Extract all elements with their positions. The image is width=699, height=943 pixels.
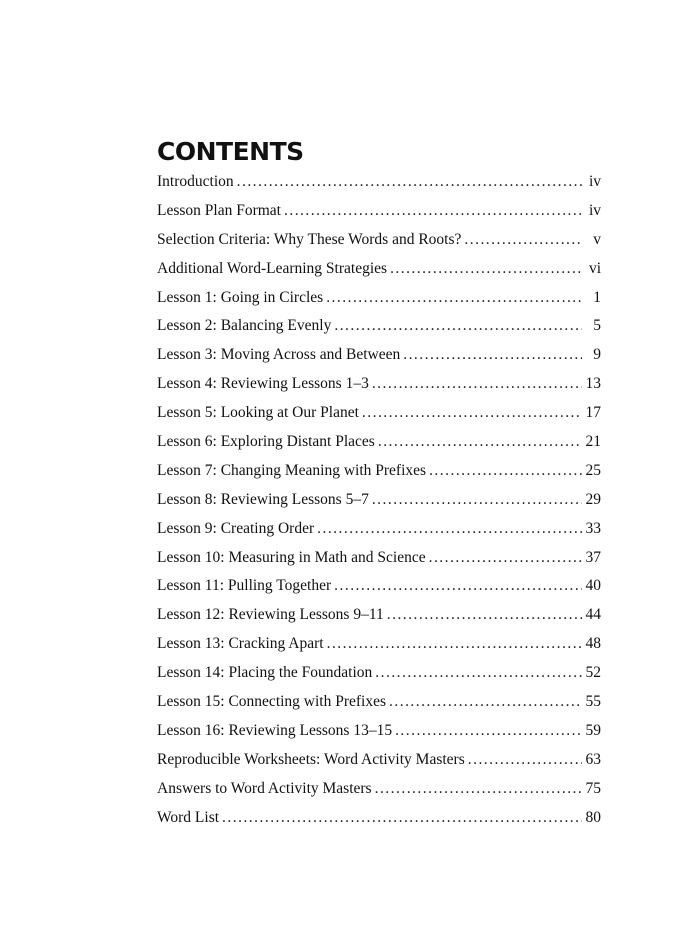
toc-entry-page: 33 — [585, 519, 601, 537]
toc-dot-leader — [403, 346, 582, 364]
contents-page — [157, 137, 601, 837]
toc-dot-leader — [389, 693, 582, 711]
toc-dot-leader — [362, 404, 582, 422]
toc-entry-title: Lesson 16: Reviewing Lessons 13–15 — [157, 721, 393, 739]
toc-entry-page: iv — [588, 173, 601, 190]
toc-entry-page: vi — [588, 259, 601, 277]
toc-entry-lesson-7 — [157, 462, 601, 491]
toc-entry-reproducible-worksheets — [157, 751, 601, 780]
toc-entry-page: 25 — [585, 461, 601, 479]
toc-entry-lesson-10 — [157, 549, 601, 578]
toc-dot-leader — [429, 462, 582, 480]
toc-entry-title: Lesson 12: Reviewing Lessons 9–11 — [157, 606, 384, 624]
toc-dot-leader — [334, 577, 582, 595]
toc-dot-leader — [237, 173, 582, 191]
toc-entry-answers — [157, 780, 601, 809]
toc-dot-leader — [429, 549, 582, 567]
toc-entry-page: 55 — [585, 693, 601, 711]
toc-entry-title: Reproducible Worksheets: Word Activity Masters — [157, 750, 465, 768]
toc-dot-leader — [222, 809, 582, 827]
toc-entry-title: Word List — [157, 808, 220, 826]
toc-entry-additional-strategies — [157, 260, 601, 289]
toc-entry-title: Lesson 15: Connecting with Prefixes — [157, 693, 387, 711]
toc-dot-leader — [468, 751, 582, 769]
toc-entry-title: Lesson Plan Format — [157, 201, 281, 219]
toc-dot-leader — [326, 289, 582, 307]
toc-dot-leader — [284, 202, 582, 220]
toc-entry-page: 59 — [585, 721, 601, 739]
toc-entry-lesson-14 — [157, 664, 601, 693]
toc-entry-introduction — [157, 173, 601, 202]
toc-dot-leader — [464, 231, 582, 249]
toc-dot-leader — [327, 635, 582, 653]
contents-heading: CONTENTS — [157, 137, 304, 166]
toc-entry-lesson-6 — [157, 433, 601, 462]
toc-entry-title: Introduction — [157, 173, 234, 190]
toc-entry-page: 37 — [585, 548, 601, 566]
toc-entry-lesson-12 — [157, 606, 601, 635]
toc-entry-lesson-9 — [157, 520, 601, 549]
toc-dot-leader — [372, 491, 582, 509]
toc-dot-leader — [334, 317, 582, 335]
toc-entry-title: Additional Word-Learning Strategies — [157, 259, 388, 277]
toc-entry-page: 44 — [585, 606, 601, 624]
toc-dot-leader — [317, 520, 582, 538]
toc-entry-title: Lesson 7: Changing Meaning with Prefixes — [157, 461, 427, 479]
toc-entry-lesson-13 — [157, 635, 601, 664]
toc-entry-page: 40 — [585, 577, 601, 595]
toc-entry-lesson-11 — [157, 577, 601, 606]
toc-entry-lesson-15 — [157, 693, 601, 722]
toc-entry-page: 75 — [585, 779, 601, 797]
toc-entry-selection-criteria — [157, 231, 601, 260]
toc-entry-lesson-3 — [157, 346, 601, 375]
toc-entry-page: 9 — [593, 346, 601, 364]
toc-entry-page: 48 — [585, 635, 601, 653]
toc-entry-word-list — [157, 809, 601, 838]
toc-entry-page: 13 — [585, 375, 601, 393]
toc-dot-leader — [375, 780, 582, 798]
toc-entry-page: v — [593, 230, 601, 248]
toc-entry-title: Lesson 14: Placing the Foundation — [157, 664, 373, 682]
toc-dot-leader — [378, 433, 582, 451]
toc-dot-leader — [390, 260, 582, 278]
toc-entry-page: 17 — [585, 404, 601, 422]
toc-entry-title: Lesson 13: Cracking Apart — [157, 635, 324, 653]
toc-entry-lesson-16 — [157, 722, 601, 751]
toc-entry-lesson-1 — [157, 289, 601, 318]
toc-entry-title: Lesson 6: Exploring Distant Places — [157, 433, 375, 451]
toc-entry-title: Lesson 4: Reviewing Lessons 1–3 — [157, 375, 369, 393]
toc-entry-lesson-plan-format — [157, 202, 601, 231]
toc-entry-title: Answers to Word Activity Masters — [157, 779, 372, 797]
toc-dot-leader — [395, 722, 582, 740]
toc-entry-title: Lesson 3: Moving Across and Between — [157, 346, 401, 364]
toc-entry-lesson-8 — [157, 491, 601, 520]
toc-entry-page: iv — [588, 201, 601, 219]
toc-entry-title: Lesson 5: Looking at Our Planet — [157, 404, 359, 422]
toc-entry-lesson-2 — [157, 317, 601, 346]
toc-entry-lesson-5 — [157, 404, 601, 433]
toc-entry-page: 21 — [585, 433, 601, 451]
toc-entry-title: Lesson 2: Balancing Evenly — [157, 317, 332, 335]
toc-entry-title: Lesson 11: Pulling Together — [157, 577, 332, 595]
toc-entry-page: 80 — [585, 808, 601, 826]
toc-entry-title: Lesson 1: Going in Circles — [157, 288, 324, 306]
toc-entry-page: 29 — [585, 490, 601, 508]
toc-entry-title: Lesson 10: Measuring in Math and Science — [157, 548, 426, 566]
toc-dot-leader — [387, 606, 582, 624]
toc-entry-title: Lesson 9: Creating Order — [157, 519, 315, 537]
toc-entry-page: 52 — [585, 664, 601, 682]
toc-entry-title: Lesson 8: Reviewing Lessons 5–7 — [157, 490, 369, 508]
toc-entry-page: 63 — [585, 750, 601, 768]
toc-list — [157, 173, 601, 837]
toc-entry-page: 1 — [593, 288, 601, 306]
toc-dot-leader — [375, 664, 582, 682]
toc-entry-page: 5 — [593, 317, 601, 335]
toc-entry-lesson-4 — [157, 375, 601, 404]
toc-dot-leader — [372, 375, 582, 393]
toc-entry-title: Selection Criteria: Why These Words and Roots? — [157, 230, 462, 248]
